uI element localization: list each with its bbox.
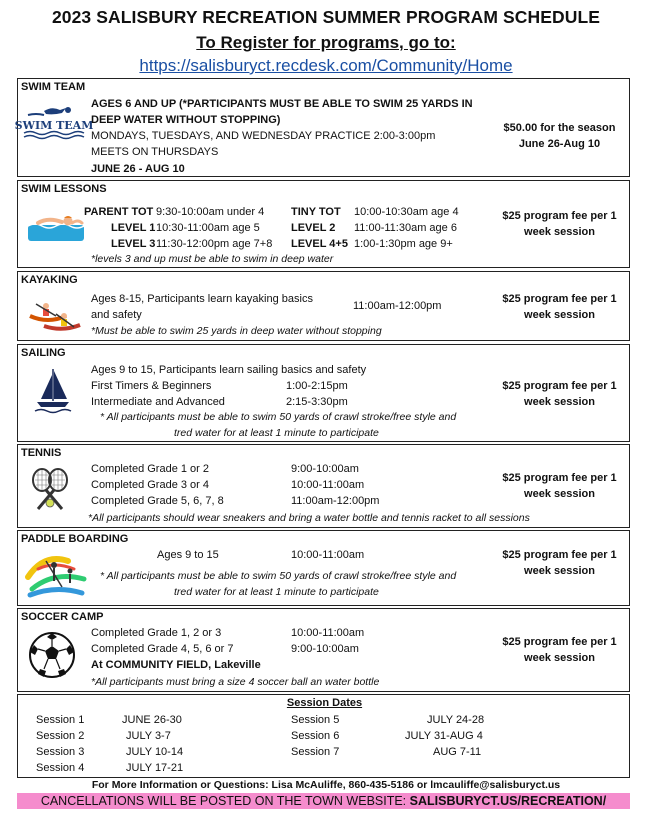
session-dates: JULY 3-7 [126,730,171,742]
price-line: $25 program fee per 1 [502,549,617,561]
price-line: week session [524,488,595,500]
section-note: *All participants must bring a size 4 soccer ball an water bottle [91,676,380,688]
session-name: Session 4 [36,762,85,774]
kayaking-section [17,271,630,341]
price-line: week session [524,396,595,408]
session-dates: JULY 10-14 [126,746,184,758]
swim-team-line: DEEP WATER WITHOUT STOPPING) [91,114,281,126]
section-note: * All participants must be able to swim 50 yards of crawl stroke/free style and [100,411,457,423]
soccer-grade: Completed Grade 4, 5, 6 or 7 [91,643,234,655]
sailboat-icon [33,367,73,415]
price [492,470,627,502]
tennis-grade: Completed Grade 1 or 2 [91,463,210,475]
session-name: Session 1 [36,714,85,726]
paddle-board-icon [24,549,88,599]
price-line: $25 program fee per 1 [502,293,617,305]
session-dates: AUG 7-11 [433,746,482,758]
svg-text:SWIM TEAM: SWIM TEAM [14,119,94,132]
price [492,547,627,579]
swim-team-line: MONDAYS, TUESDAYS, AND WEDNESDAY PRACTICE 2:00-3:00pm [91,130,436,142]
session-name: Session 6 [291,730,340,742]
lesson-level: LEVEL 1 [111,222,156,234]
swimmer-icon [28,211,84,241]
kayak-line: and safety [91,309,142,321]
kayak-time: 11:00am-12:00pm [353,300,442,312]
kayak-icon [26,294,82,332]
swim-team-section [14,78,630,177]
price-line: $25 program fee per 1 [502,636,617,648]
soccer-location: At COMMUNITY FIELD, Lakeville [91,659,261,671]
section-note: *levels 3 and up must be able to swim in deep water [91,253,334,265]
registration-link[interactable]: https://salisburyct.recdesk.com/Community/Home [139,56,513,75]
lesson-time: 9:30-10:00am under 4 [156,206,265,218]
section-label: SOCCER CAMP [21,611,104,623]
session-name: Session 2 [36,730,85,742]
section-note: *All participants should wear sneakers and bring a water bottle and tennis racket to all sessions [88,512,530,524]
swim-team-line: MEETS ON THURSDAYS [91,146,219,158]
price [492,378,627,410]
soccer-time: 10:00-11:00am [291,627,365,639]
soccer-grade: Completed Grade 1, 2 or 3 [91,627,222,639]
sailing-line: Ages 9 to 15, Participants learn sailing basics and safety [91,364,367,376]
lesson-time: 11:00-11:30am age 6 [354,222,457,234]
sailing-section [17,344,630,442]
tennis-time: 10:00-11:00am [291,479,365,491]
price [492,291,627,323]
price-line: $25 program fee per 1 [502,472,617,484]
session-dates: JULY 24-28 [427,714,485,726]
price-line: $25 program fee per 1 [502,380,617,392]
swim-team-line: JUNE 26 - AUG 10 [91,163,185,175]
tennis-time: 9:00-10:00am [291,463,359,475]
session-dates: JULY 17-21 [126,762,184,774]
section-label: TENNIS [21,447,62,459]
sailing-time: 1:00-2:15pm [286,380,348,392]
section-label: KAYAKING [21,274,78,286]
cancellation-banner [17,793,630,809]
lesson-level: LEVEL 3 [111,238,156,250]
swim-team-line: AGES 6 AND UP (*PARTICIPANTS MUST BE ABLE TO SWIM 25 YARDS IN [91,98,473,110]
price-line: $50.00 for the season [503,122,616,134]
lesson-time: 10:30-11:00am age 5 [156,222,260,234]
tennis-section [17,444,630,528]
paddle-ages: Ages 9 to 15 [157,549,219,561]
sailing-level: Intermediate and Advanced [91,396,225,408]
sailing-level: First Timers & Beginners [91,380,212,392]
price-line: week session [524,226,595,238]
session-dates-title: Session Dates [286,697,363,709]
session-name: Session 3 [36,746,85,758]
tennis-grade: Completed Grade 3 or 4 [91,479,210,491]
section-note: tred water for at least 1 minute to participate [174,586,379,598]
kayak-line: Ages 8-15, Participants learn kayaking basics [91,293,313,305]
swim-team-logo-icon [14,105,94,139]
lesson-time: 1:00-1:30pm age 9+ [354,238,453,250]
section-note: tred water for at least 1 minute to participate [174,427,379,439]
tennis-rackets-icon [28,467,72,511]
lesson-level: TINY TOT [291,206,341,218]
lesson-time: 10:00-10:30am age 4 [354,206,459,218]
section-note: *Must be able to swim 25 yards in deep water without stopping [91,325,382,337]
lesson-level: LEVEL 2 [291,222,336,234]
lesson-level: LEVEL 4+5 [291,238,348,250]
price-line: week session [524,652,595,664]
price [492,120,627,152]
tennis-time: 11:00am-12:00pm [291,495,380,507]
tennis-grade: Completed Grade 5, 6, 7, 8 [91,495,224,507]
paddle-boarding-section [17,530,630,606]
section-label: SWIM LESSONS [21,183,107,195]
session-dates: JULY 31-AUG 4 [405,730,483,742]
sailing-time: 2:15-3:30pm [286,396,348,408]
price-line: week session [524,309,595,321]
swim-lessons-section [17,180,630,268]
paddle-time: 10:00-11:00am [291,549,365,561]
lesson-time: 11:30-12:00pm age 7+8 [156,238,273,250]
website-link[interactable]: SALISBURYCT.US/RECREATION/ [409,794,607,808]
session-name: Session 7 [291,746,340,758]
price-line: week session [524,565,595,577]
cancellation-text: CANCELLATIONS WILL BE POSTED ON THE TOWN WEBSITE: [40,794,410,808]
price [492,208,627,240]
contact-info: For More Information or Questions: Lisa McAuliffe, 860-435-5186 or lmcauliffe@salisburyct.us [91,779,561,791]
session-dates-section [17,694,630,778]
soccer-time: 9:00-10:00am [291,643,359,655]
price-line: $25 program fee per 1 [502,210,617,222]
price [492,634,627,666]
session-name: Session 5 [291,714,340,726]
soccer-camp-section [17,608,630,692]
register-heading: To Register for programs, go to: [196,33,456,52]
lesson-level: PARENT TOT [84,206,154,218]
section-label: PADDLE BOARDING [21,533,129,545]
soccer-ball-icon [28,631,76,679]
section-note: * All participants must be able to swim 50 yards of crawl stroke/free style and [100,570,457,582]
section-label: SWIM TEAM [21,81,86,93]
price-line: June 26-Aug 10 [518,138,601,150]
page-title: 2023 SALISBURY RECREATION SUMMER PROGRAM SCHEDULE [51,7,601,27]
section-label: SAILING [21,347,66,359]
session-dates: JUNE 26-30 [122,714,182,726]
